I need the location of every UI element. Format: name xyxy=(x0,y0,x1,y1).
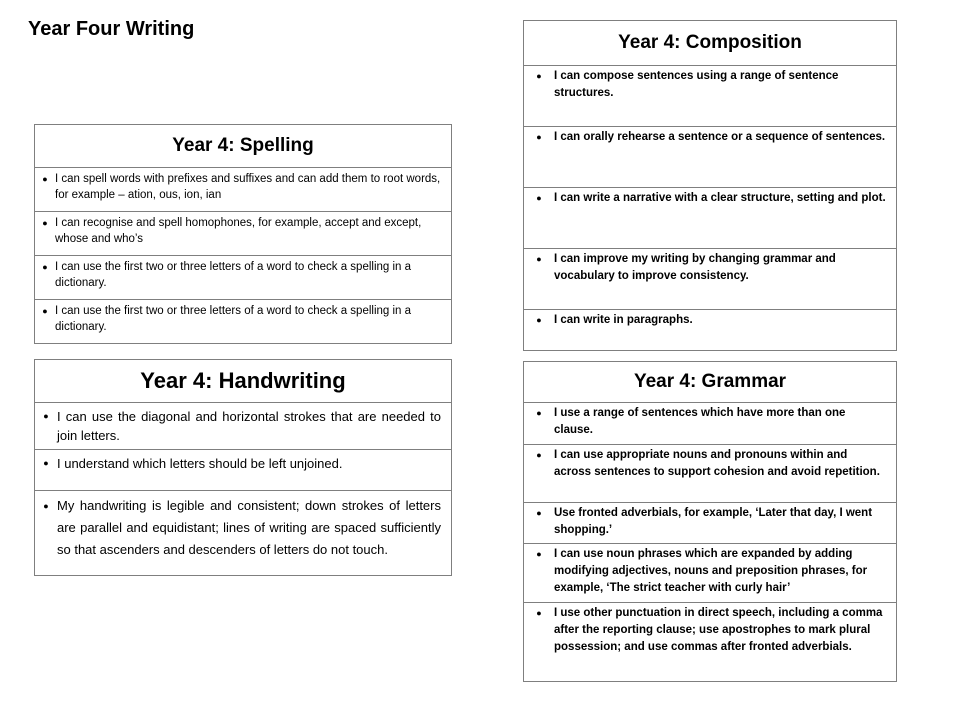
bullet-icon: ● xyxy=(42,306,48,316)
composition-item xyxy=(524,188,897,249)
spelling-item xyxy=(35,300,452,344)
grammar-card xyxy=(523,361,897,682)
composition-title: Year 4: Composition xyxy=(524,21,897,66)
handwriting-title: Year 4: Handwriting xyxy=(35,360,452,403)
bullet-icon: ● xyxy=(42,174,48,184)
bullet-icon: ● xyxy=(536,254,542,264)
composition-item xyxy=(524,66,897,127)
grammar-item xyxy=(524,603,897,682)
spelling-item-text: I can recognise and spell homophones, for example, accept and except, whose and who’s xyxy=(55,217,422,245)
bullet-icon: ● xyxy=(43,458,49,468)
handwriting-item-text: I can use the diagonal and horizontal strokes that are needed to join letters. xyxy=(57,409,441,443)
bullet-icon: ● xyxy=(536,608,542,618)
spelling-item xyxy=(35,256,452,300)
composition-item xyxy=(524,310,897,351)
handwriting-item xyxy=(35,491,452,576)
handwriting-card xyxy=(34,359,452,576)
spelling-item xyxy=(35,168,452,212)
bullet-icon: ● xyxy=(536,315,542,325)
spelling-item-text: I can spell words with prefixes and suffixes and can add them to root words, for example – ation, ous, ion, ian xyxy=(55,173,441,201)
composition-item xyxy=(524,127,897,188)
handwriting-item-text: My handwriting is legible and consistent; down strokes of letters are parallel and equidistant; lines of writing are spaced sufficiently so that ascenders and descenders of letters do not touch. xyxy=(57,498,441,557)
spelling-card xyxy=(34,124,452,344)
spelling-item xyxy=(35,212,452,256)
bullet-icon: ● xyxy=(43,501,49,511)
bullet-icon: ● xyxy=(42,218,48,228)
grammar-item-text: Use fronted adverbials, for example, ‘Later that day, I went shopping.’ xyxy=(554,507,873,536)
grammar-item-text: I use a range of sentences which have more than one clause. xyxy=(554,407,846,436)
composition-card xyxy=(523,20,897,351)
handwriting-item xyxy=(35,403,452,450)
bullet-icon: ● xyxy=(536,450,542,460)
bullet-icon: ● xyxy=(536,193,542,203)
composition-item-text: I can improve my writing by changing grammar and vocabulary to improve consistency. xyxy=(554,253,836,282)
composition-item-text: I can compose sentences using a range of sentence structures. xyxy=(554,70,839,99)
spelling-title: Year 4: Spelling xyxy=(35,125,452,168)
composition-item xyxy=(524,249,897,310)
grammar-item-text: I can use appropriate nouns and pronouns within and across sentences to support cohesion and avoid repetition. xyxy=(554,449,880,478)
spelling-item-text: I can use the first two or three letters of a word to check a spelling in a dictionary. xyxy=(55,305,412,333)
grammar-item-text: I can use noun phrases which are expanded by adding modifying adjectives, nouns and preposition phrases, for example, ‘The strict teacher with curly hair’ xyxy=(554,548,868,594)
grammar-title: Year 4: Grammar xyxy=(524,362,897,403)
composition-item-text: I can orally rehearse a sentence or a sequence of sentences. xyxy=(554,131,886,143)
bullet-icon: ● xyxy=(536,408,542,418)
bullet-icon: ● xyxy=(536,508,542,518)
grammar-item xyxy=(524,503,897,544)
spelling-item-text: I can use the first two or three letters of a word to check a spelling in a dictionary. xyxy=(55,261,412,289)
composition-item-text: I can write a narrative with a clear structure, setting and plot. xyxy=(554,192,886,204)
handwriting-item-text: I understand which letters should be left unjoined. xyxy=(57,456,343,471)
grammar-item xyxy=(524,445,897,503)
bullet-icon: ● xyxy=(42,262,48,272)
bullet-icon: ● xyxy=(536,71,542,81)
grammar-item xyxy=(524,403,897,445)
bullet-icon: ● xyxy=(536,549,542,559)
bullet-icon: ● xyxy=(43,411,49,421)
bullet-icon: ● xyxy=(536,132,542,142)
grammar-item-text: I use other punctuation in direct speech, including a comma after the reporting clause; use apostrophes to mark plural possession; and use commas after fronted adverbials. xyxy=(554,607,883,653)
grammar-item xyxy=(524,544,897,603)
handwriting-item xyxy=(35,450,452,491)
composition-item-text: I can write in paragraphs. xyxy=(554,314,693,326)
page-title: Year Four Writing xyxy=(28,18,195,40)
